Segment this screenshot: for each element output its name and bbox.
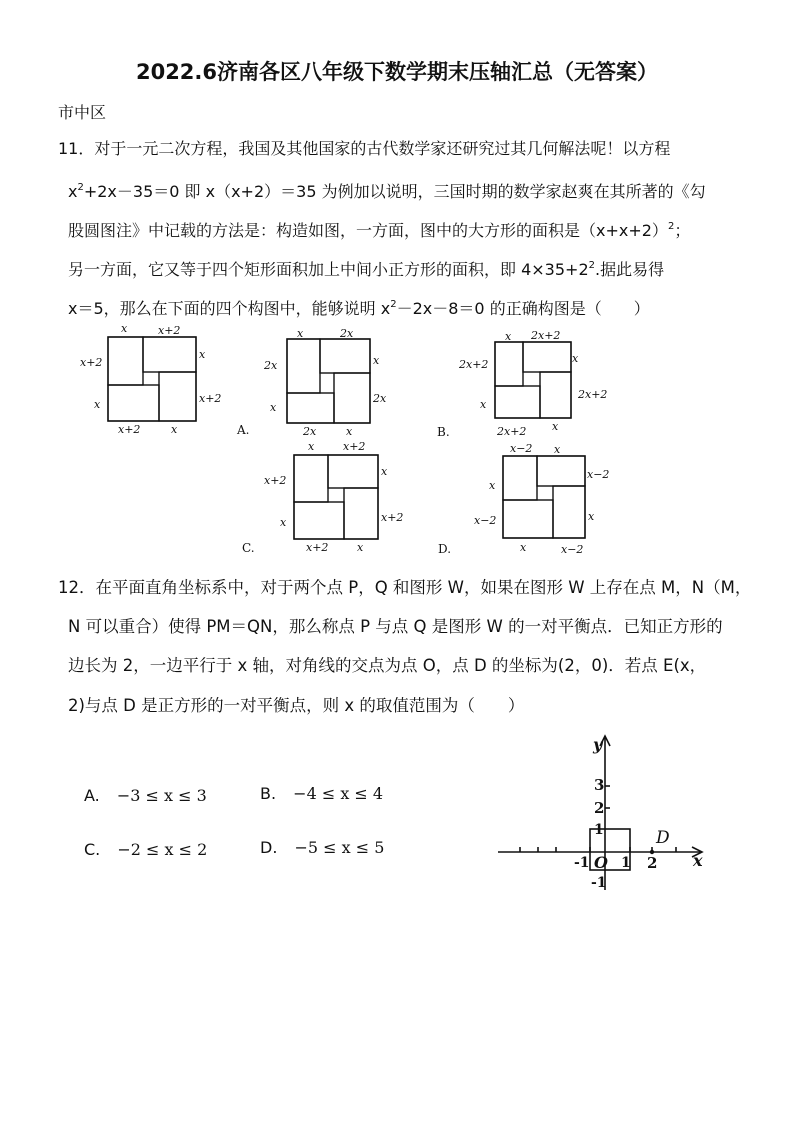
a-bot-b: x	[346, 425, 353, 438]
option-value: −4 ≤ x ≤ 4	[293, 784, 384, 803]
y-axis-label: y	[593, 735, 603, 754]
option-d-letter: D.	[438, 542, 452, 556]
d-top-b: x	[554, 443, 561, 456]
ref-top-b: x+2	[158, 324, 181, 337]
coordinate-diagram	[490, 728, 720, 898]
ref-right-b: x+2	[199, 392, 222, 405]
a-left-b: x	[270, 401, 277, 414]
c-right-b: x+2	[381, 511, 404, 524]
figure-a	[287, 339, 370, 423]
q12-line3: 边长为 2，一边平行于 x 轴，对角线的交点为点 O，点 D 的坐标为(2，0)．若点 E(x，	[68, 656, 707, 675]
q12-option-c[interactable]	[84, 840, 207, 859]
section-label: 市中区	[58, 103, 107, 122]
q12-line4: 2)与点 D 是正方形的一对平衡点，则 x 的取值范围为（ ）	[68, 696, 525, 715]
a-left-a: 2x	[264, 359, 278, 372]
d-left-a: x	[489, 479, 496, 492]
ref-top-a: x	[121, 322, 128, 335]
q12-option-a[interactable]	[84, 786, 207, 805]
b-bot-b: x	[552, 420, 559, 433]
figure-panel	[0, 320, 794, 560]
a-right-b: 2x	[373, 392, 387, 405]
c-left-a: x+2	[264, 474, 287, 487]
d-right-b: x	[588, 510, 595, 523]
page-title: 2022.6济南各区八年级下数学期末压轴汇总（无答案）	[135, 60, 659, 84]
c-bot-a: x+2	[306, 541, 329, 554]
option-letter: B.	[260, 784, 277, 803]
option-letter: D.	[260, 838, 278, 857]
option-a-letter: A.	[237, 423, 250, 437]
q12-line1: 12．在平面直角坐标系中，对于两个点 P，Q 和图形 W，如果在图形 W 上存在点 M，N（M，	[58, 578, 752, 597]
option-c-letter: C.	[242, 541, 255, 555]
q12-option-b[interactable]	[260, 784, 383, 803]
c-left-b: x	[280, 516, 287, 529]
figure-b	[495, 342, 571, 418]
a-right-a: x	[373, 354, 380, 367]
y-tick-neg1: -1	[591, 875, 607, 891]
a-top-a: x	[297, 327, 304, 340]
ref-left-a: x+2	[80, 356, 103, 369]
b-right-b: 2x+2	[578, 388, 608, 401]
q11-line1: 11．对于一元二次方程，我国及其他国家的古代数学家还研究过其几何解法呢！以方程	[58, 139, 671, 158]
d-bot-a: x	[520, 541, 527, 554]
option-value: −5 ≤ x ≤ 5	[294, 838, 385, 857]
q12-line2: N 可以重合）使得 PM＝QN，那么称点 P 与点 Q 是图形 W 的一对平衡点．已知正方形的	[68, 617, 723, 636]
ref-right-a: x	[199, 348, 206, 361]
d-left-b: x−2	[474, 514, 497, 527]
a-bot-a: 2x	[303, 425, 317, 438]
x-tick-1: 1	[621, 855, 631, 871]
point-d-label: D	[656, 828, 670, 848]
option-value: −3 ≤ x ≤ 3	[116, 786, 207, 805]
d-bot-b: x−2	[561, 543, 584, 556]
q11-line5: x＝5，那么在下面的四个构图中，能够说明 $x^2-2x-8=0$ 的正确构图是（ ）	[68, 299, 650, 318]
ref-left-b: x	[94, 398, 101, 411]
x-axis-label: x	[693, 851, 703, 870]
figure-c	[294, 455, 378, 539]
y-tick-3: 3	[594, 776, 605, 794]
c-top-b: x+2	[343, 440, 366, 453]
b-right-a: x	[572, 352, 579, 365]
c-top-a: x	[308, 440, 315, 453]
y-tick-1: 1	[594, 822, 604, 838]
figure-d	[503, 456, 585, 538]
q11-line4: 另一方面，它又等于四个矩形面积加上中间小正方形的面积，即 $4\times 35+2^2$.据此易得	[68, 260, 665, 279]
b-bot-a: 2x+2	[497, 425, 527, 438]
x-tick-2: 2	[647, 854, 658, 872]
q12-option-d[interactable]	[260, 838, 384, 857]
option-b-letter: B.	[437, 425, 450, 439]
ref-bot-a: x+2	[118, 423, 141, 436]
q11-line2: $x^2+2x-35=0$ 即 x（x+2）＝35 为例加以说明，三国时期的数学家赵爽在其所著的《勾	[68, 182, 706, 201]
c-right-a: x	[381, 465, 388, 478]
b-top-a: x	[505, 330, 512, 343]
option-letter: A.	[84, 786, 100, 805]
c-bot-b: x	[357, 541, 364, 554]
b-left-b: x	[480, 398, 487, 411]
x-tick-neg1: -1	[574, 855, 590, 871]
d-top-a: x−2	[510, 442, 533, 455]
q11-line3: 股圆图注》中记载的方法是：构造如图，一方面，图中的大方形的面积是$(x+x+2)^2$；	[68, 221, 691, 240]
ref-bot-b: x	[171, 423, 178, 436]
b-left-a: 2x+2	[459, 358, 489, 371]
d-right-a: x−2	[587, 468, 610, 481]
a-top-b: 2x	[340, 327, 354, 340]
b-top-b: 2x+2	[531, 329, 561, 342]
option-letter: C.	[84, 840, 101, 859]
y-tick-2: 2	[594, 799, 605, 817]
origin-label: O	[594, 853, 608, 872]
option-value: −2 ≤ x ≤ 2	[117, 840, 208, 859]
figure-ref	[108, 337, 196, 421]
